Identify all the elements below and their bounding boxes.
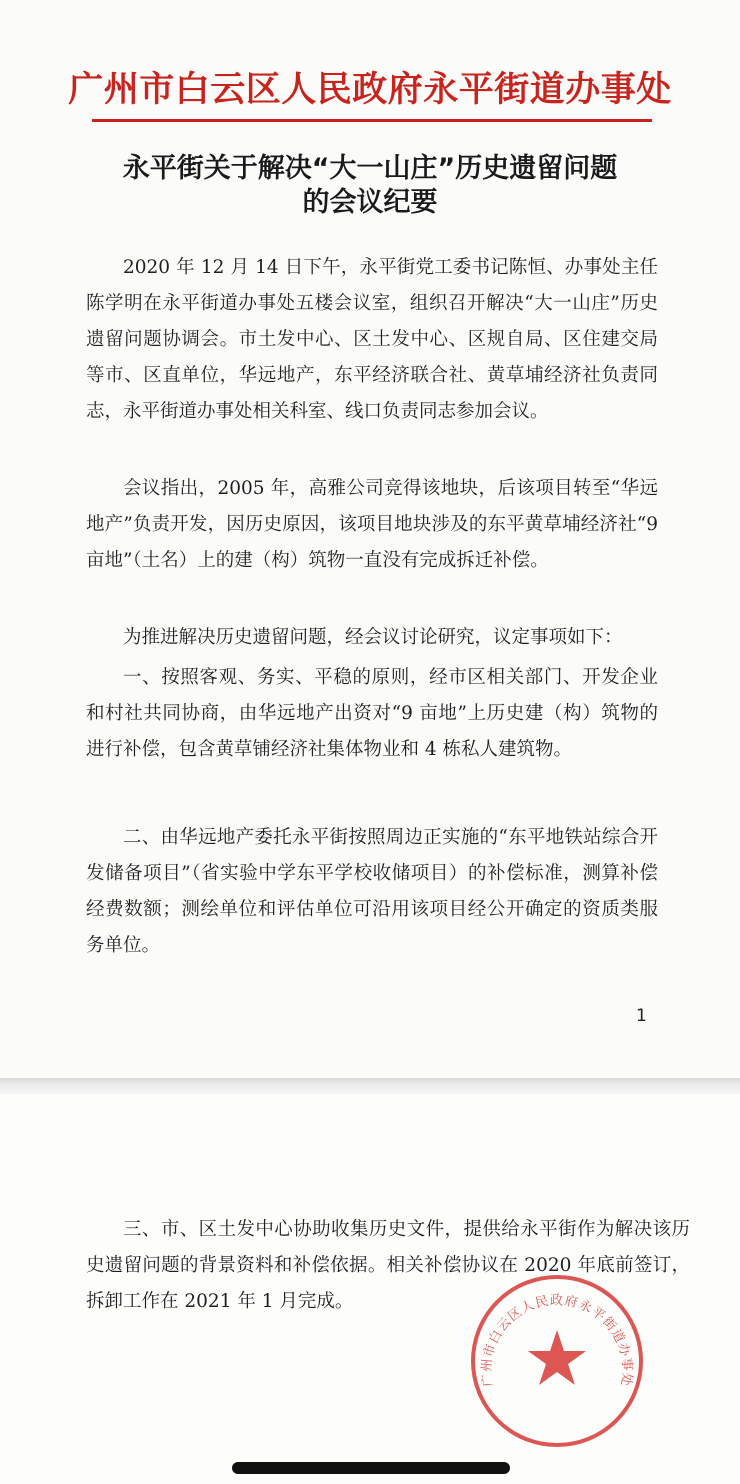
paragraph-resolutions-lead: 为推进解决历史遗留问题，经会议讨论研究，议定事项如下： xyxy=(123,627,623,648)
document-page-2 xyxy=(0,1094,740,1484)
page-break xyxy=(0,1078,740,1094)
paragraph-meeting-intro: 2020 年 12 月 14 日下午，永平街党工委书记陈恒、办事处主任陈学明在永平街道办事处五楼会议室，组织召开解决“大一山庄”历史遗留问题协调会。市土发中心、区土发中心、区规自局、区住建交局等市、区直单位，华远地产，东平经济联合社、黄草埔经济社负责同志，永平街道办事处相关科室、线口负责同志参加会议。 xyxy=(86,257,658,422)
paragraph-item-1: 一、按照客观、务实、平稳的原则，经市区相关部门、开发企业和村社共同协商，由华远地产出资对“9 亩地”上历史建（构）筑物的进行补偿，包含黄草铺经济社集体物业和 4 栋私人建筑物。 xyxy=(86,667,658,760)
paragraph-item-2: 二、由华远地产委托永平街按照周边正实施的“东平地铁站综合开发储备项目”（省实验中学东平学校收储项目）的补偿标准，测算补偿经费数额；测绘单位和评估单位可沿用该项目经公开确定的资质类服务单位。 xyxy=(86,827,658,956)
document-title-line1: 永平街关于解决“大一山庄”历史遗留问题 xyxy=(122,153,618,184)
page-number: 1 xyxy=(636,1006,647,1026)
document-title-line2: 的会议纪要 xyxy=(302,187,438,218)
issuing-office-header: 广州市白云区人民政府永平街道办事处 xyxy=(68,70,672,110)
header-red-rule xyxy=(92,119,652,122)
home-indicator[interactable] xyxy=(232,1462,510,1474)
paragraph-item-3: 三、市、区土发中心协助收集历史文件，提供给永平街作为解决该历史遗留问题的背景资料和补偿依据。相关补偿协议在 2020 年底前签订，拆卸工作在 2021 年 1 月完成。 xyxy=(86,1219,690,1312)
seal-star-icon xyxy=(528,1330,586,1385)
svg-text:广州市白云区人民政府永平街道办事处: 广州市白云区人民政府永平街道办事处 xyxy=(479,1293,635,1388)
official-seal-stamp xyxy=(468,1272,646,1450)
paragraph-background: 会议指出，2005 年，高雅公司竞得该地块，后该项目转至“华远地产”负责开发，因历史原因，该项目地块涉及的东平黄草埔经济社“9 亩地”（土名）上的建（构）筑物一直没有完成拆迁补偿。 xyxy=(86,478,658,571)
